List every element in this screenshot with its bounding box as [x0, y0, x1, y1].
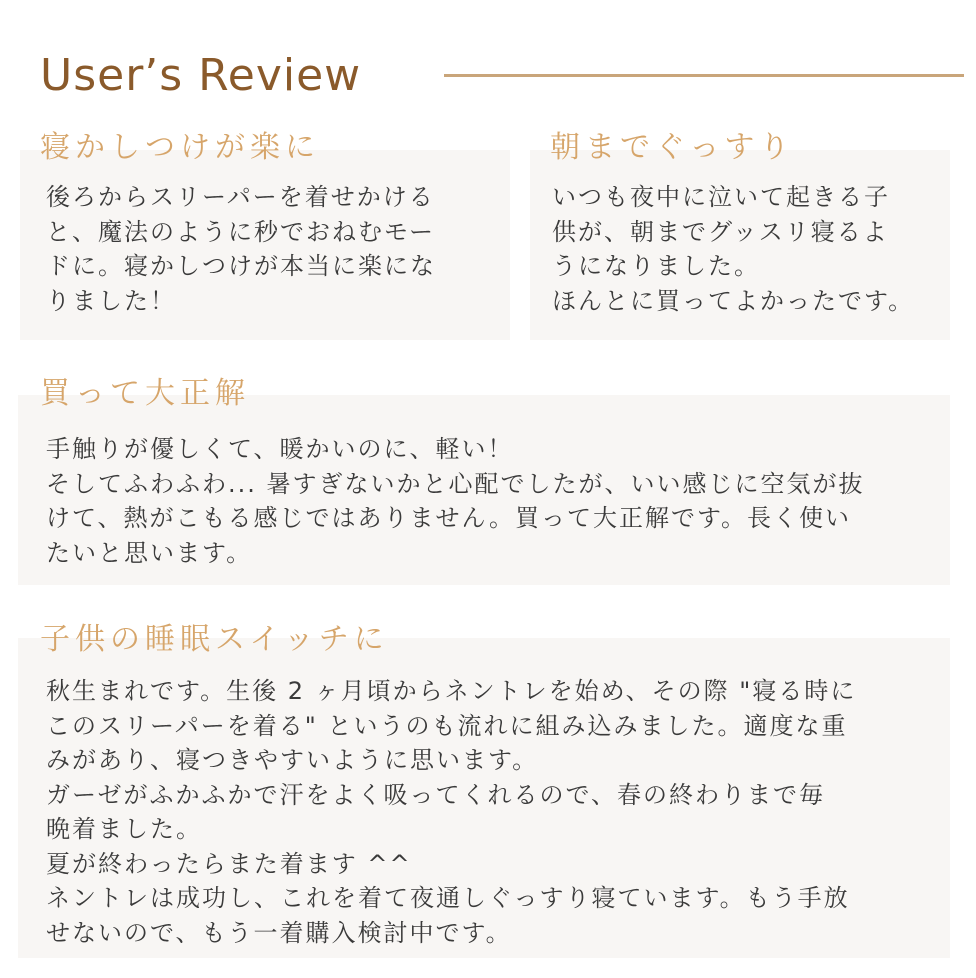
review-title: 買って大正解 [40, 376, 250, 411]
page-title: User’s Review [40, 50, 362, 101]
review-title: 寝かしつけが楽に [40, 130, 320, 165]
header-divider [444, 74, 964, 77]
review-title: 朝までぐっすり [550, 130, 795, 165]
review-body: いつも夜中に泣いて起きる子 供が、朝までグッスリ寝るよ うになりました。 ほんとに買ってよかったです。 [552, 183, 915, 315]
review-body: 手触りが優しくて、暖かいのに、軽い！ そしてふわふわ... 暑すぎないかと心配でしたが、いい感じに空気が抜 けて、熱がこもる感じではありません。買って大正解です。長く使い たいと思います。 [46, 435, 865, 567]
review-body: 後ろからスリーパーを着せかける と、魔法のように秒でおねむモー ドに。寝かしつけが本当に楽にな りました！ [46, 183, 436, 315]
review-title: 子供の睡眠スイッチに [40, 622, 389, 657]
page-header [40, 48, 976, 108]
review-body: 秋生まれです。生後 2 ヶ月頃からネントレを始め、その際 "寝る時に このスリーパーを着る" というのも流れに組み込みました。適度な重 みがあり、寝つきやすいように思います。 ガーゼがふかふかで汗をよく吸ってくれるので、春の終わりまで毎 晩着ました。 夏が終わったらまた着ます ^^ ネントレは成功し、これを着て夜通しぐっすり寝ています。もう手放 せないので、もう一着購入検討中です。 [46, 677, 857, 947]
